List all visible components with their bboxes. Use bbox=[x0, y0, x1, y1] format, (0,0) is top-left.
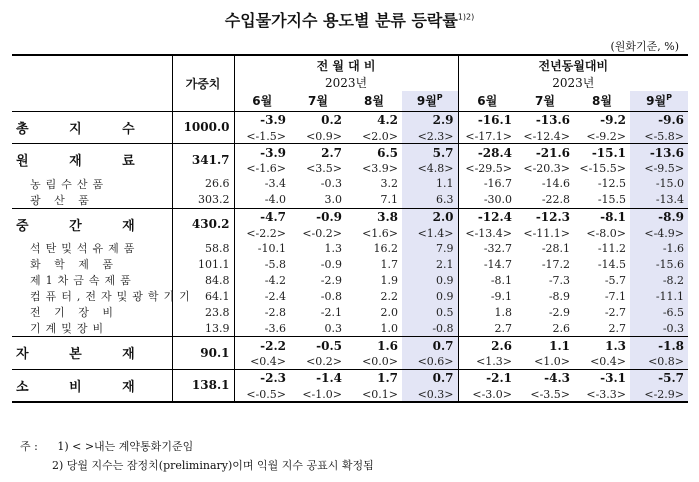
mom-contract-value: <0.2> bbox=[306, 355, 342, 368]
yoy-value: -15.5 bbox=[597, 193, 627, 206]
table-row bbox=[12, 208, 688, 226]
mom-value: 0.5 bbox=[402, 304, 458, 320]
table-row bbox=[12, 144, 688, 162]
yoy-value: -4.3 bbox=[544, 371, 571, 386]
month-label: 8월 bbox=[592, 94, 612, 109]
row-label: 농림수산품 bbox=[12, 176, 172, 192]
yoy-value: -13.6 bbox=[630, 144, 688, 162]
preliminary-mark: P bbox=[666, 93, 672, 103]
mom-value: 7.1 bbox=[380, 193, 398, 206]
month-label: 6월 bbox=[252, 94, 273, 109]
yoy-value: -12.3 bbox=[535, 210, 571, 225]
yoy-contract-value: <1.3> bbox=[476, 355, 513, 368]
mom-value: -1.4 bbox=[316, 371, 342, 386]
mom-value: -0.9 bbox=[320, 257, 342, 271]
footnote-2-text: 2) 당월 지수는 잠정치(preliminary)이며 익월 지수 공표시 확정됨 bbox=[52, 459, 374, 472]
yoy-value: -14.7 bbox=[483, 257, 513, 271]
yoy-value: 2.7 bbox=[608, 321, 627, 335]
mom-value: 2.0 bbox=[402, 208, 458, 226]
yoy-contract-value: <-3.0> bbox=[472, 387, 513, 401]
mom-contract-value: <1.4> bbox=[402, 226, 458, 240]
table-row bbox=[12, 111, 688, 129]
table-row bbox=[12, 288, 688, 304]
row-weight: 23.8 bbox=[172, 304, 234, 320]
yoy-contract-value: <1.0> bbox=[534, 355, 571, 368]
label-header-cell bbox=[12, 55, 172, 111]
month-label: 7월 bbox=[535, 94, 555, 109]
yoy-month-header bbox=[574, 91, 630, 111]
yoy-value: -11.1 bbox=[630, 288, 688, 304]
yoy-value: -2.1 bbox=[486, 371, 513, 386]
yoy-value: -15.0 bbox=[630, 176, 688, 192]
mom-month-header bbox=[402, 91, 458, 111]
yoy-contract-value: <-9.5> bbox=[630, 162, 688, 176]
row-weight: 303.2 bbox=[172, 192, 234, 209]
yoy-month-header bbox=[516, 91, 574, 111]
row-weight: 430.2 bbox=[172, 208, 234, 240]
mom-value: 7.9 bbox=[402, 240, 458, 256]
mom-value: 0.9 bbox=[402, 288, 458, 304]
row-weight: 90.1 bbox=[172, 337, 234, 370]
yoy-value: -30.0 bbox=[483, 193, 513, 206]
yoy-year: 2023년 bbox=[552, 76, 595, 90]
weight-header: 가중치 bbox=[172, 55, 234, 111]
table-row bbox=[12, 304, 688, 320]
row-label: 원 재 료 bbox=[12, 144, 172, 176]
row-label: 화 학 제 품 bbox=[12, 256, 172, 272]
mom-value: -3.4 bbox=[264, 177, 286, 190]
yoy-value: -17.2 bbox=[541, 257, 571, 271]
mom-month-header bbox=[346, 91, 402, 111]
yoy-header: 전년동월대비 bbox=[538, 58, 609, 73]
table-title bbox=[0, 8, 699, 31]
row-label: 제1차금속제품 bbox=[12, 272, 172, 288]
yoy-contract-value: <-12.4> bbox=[523, 129, 571, 143]
mom-value: 6.3 bbox=[402, 192, 458, 209]
mom-value: -2.2 bbox=[260, 338, 286, 353]
mom-value: 0.2 bbox=[321, 113, 342, 128]
yoy-value: -8.1 bbox=[600, 210, 627, 225]
row-weight: 84.8 bbox=[172, 272, 234, 288]
footnote-1-text: 1) < >내는 계약통화기준임 bbox=[57, 440, 194, 453]
mom-contract-value: <3.5> bbox=[306, 162, 342, 175]
row-weight: 64.1 bbox=[172, 288, 234, 304]
mom-contract-value: <2.0> bbox=[362, 129, 398, 143]
mom-contract-value: <0.9> bbox=[306, 129, 342, 143]
row-label: 컴퓨터,전자및광학기기 bbox=[12, 288, 172, 304]
yoy-value: -28.1 bbox=[541, 241, 571, 255]
row-weight: 1000.0 bbox=[172, 111, 234, 144]
mom-value: 16.2 bbox=[373, 241, 398, 255]
yoy-value: -16.7 bbox=[483, 177, 513, 190]
yoy-contract-value: <-20.3> bbox=[523, 162, 571, 175]
yoy-month-header bbox=[458, 91, 516, 111]
mom-value: -3.9 bbox=[260, 113, 286, 128]
row-label: 소 비 재 bbox=[12, 369, 172, 402]
yoy-value: -6.5 bbox=[630, 304, 688, 320]
mom-contract-value: <0.0> bbox=[362, 355, 398, 368]
footnote-2 bbox=[52, 457, 374, 473]
row-label: 광 산 품 bbox=[12, 192, 172, 209]
yoy-value: -16.1 bbox=[477, 113, 513, 128]
mom-contract-value: <-1.6> bbox=[246, 162, 286, 175]
mom-contract-value: <-0.5> bbox=[246, 387, 286, 401]
mom-value: -4.2 bbox=[264, 273, 286, 287]
yoy-value: -32.7 bbox=[483, 241, 513, 255]
row-label: 전 기 장 비 bbox=[12, 304, 172, 320]
mom-value: -3.9 bbox=[260, 145, 286, 160]
yoy-value: -5.7 bbox=[604, 273, 627, 287]
mom-year: 2023년 bbox=[234, 74, 458, 91]
yoy-month-header bbox=[630, 91, 688, 111]
mom-value: -2.3 bbox=[260, 371, 286, 386]
mom-value: 0.3 bbox=[324, 321, 342, 335]
yoy-value: -9.6 bbox=[630, 111, 688, 129]
mom-value: -0.3 bbox=[320, 177, 342, 190]
table-row bbox=[12, 176, 688, 192]
mom-value: -0.9 bbox=[316, 210, 342, 225]
yoy-value: -11.2 bbox=[597, 241, 627, 255]
yoy-value: -13.6 bbox=[535, 113, 571, 128]
yoy-contract-value: <-8.0> bbox=[586, 226, 627, 240]
mom-value: -2.4 bbox=[264, 289, 286, 303]
yoy-value: -1.8 bbox=[630, 337, 688, 355]
yoy-contract-value: <-5.8> bbox=[630, 129, 688, 144]
mom-contract-value: <1.6> bbox=[362, 226, 398, 240]
mom-value: 3.2 bbox=[380, 177, 398, 190]
yoy-value: -21.6 bbox=[535, 145, 571, 160]
mom-contract-value: <-1.0> bbox=[302, 387, 342, 401]
yoy-value: -13.4 bbox=[630, 192, 688, 209]
yoy-value: -14.6 bbox=[541, 177, 571, 190]
yoy-contract-value: <-15.5> bbox=[579, 162, 627, 175]
table-row bbox=[12, 369, 688, 387]
mom-value: -4.7 bbox=[260, 210, 286, 225]
row-weight: 101.1 bbox=[172, 256, 234, 272]
yoy-value: -28.4 bbox=[477, 145, 513, 160]
mom-value: 1.1 bbox=[402, 176, 458, 192]
yoy-contract-value: <0.4> bbox=[590, 355, 627, 368]
mom-value: 3.0 bbox=[324, 193, 342, 206]
yoy-contract-value: <-9.2> bbox=[586, 129, 627, 143]
yoy-contract-value: <-11.1> bbox=[523, 226, 571, 240]
mom-value: 3.8 bbox=[377, 210, 398, 225]
yoy-value: -14.5 bbox=[597, 257, 627, 271]
unit-label: (원화기준, %) bbox=[610, 40, 679, 53]
yoy-value: -15.1 bbox=[591, 145, 627, 160]
yoy-value: -7.1 bbox=[604, 289, 627, 303]
mom-contract-value: <0.3> bbox=[402, 387, 458, 402]
yoy-value: -9.2 bbox=[600, 113, 627, 128]
mom-value: -0.8 bbox=[320, 289, 342, 303]
yoy-value: -12.4 bbox=[477, 210, 513, 225]
mom-value: 1.7 bbox=[380, 257, 398, 271]
month-label: 8월 bbox=[364, 94, 384, 109]
mom-value: -0.5 bbox=[316, 338, 342, 353]
yoy-value: -9.1 bbox=[490, 289, 513, 303]
mom-contract-value: <4.8> bbox=[402, 162, 458, 176]
row-label: 자 본 재 bbox=[12, 337, 172, 370]
mom-value: 1.7 bbox=[377, 371, 398, 386]
mom-contract-value: <3.9> bbox=[362, 162, 398, 175]
mom-month-header bbox=[290, 91, 346, 111]
month-label: 9월 bbox=[416, 94, 437, 109]
mom-value: 4.2 bbox=[377, 113, 398, 128]
row-weight: 26.6 bbox=[172, 176, 234, 192]
yoy-value: 2.6 bbox=[552, 321, 571, 335]
yoy-value: 2.7 bbox=[494, 321, 513, 335]
row-label: 총 지 수 bbox=[12, 111, 172, 144]
table-row bbox=[12, 320, 688, 337]
yoy-contract-value: <-2.9> bbox=[630, 387, 688, 402]
yoy-value: -2.7 bbox=[604, 305, 627, 319]
yoy-value: -15.6 bbox=[630, 256, 688, 272]
mom-value: -4.0 bbox=[264, 193, 286, 206]
yoy-contract-value: <-3.5> bbox=[530, 387, 571, 401]
mom-value: -10.1 bbox=[257, 241, 286, 255]
mom-value: -5.8 bbox=[264, 257, 286, 271]
footnote-prefix: 주 : bbox=[20, 440, 38, 453]
yoy-value: -8.9 bbox=[630, 208, 688, 226]
yoy-value: -8.2 bbox=[630, 272, 688, 288]
yoy-contract-value: <-29.5> bbox=[465, 162, 513, 175]
footnote-1 bbox=[20, 438, 193, 454]
month-label: 7월 bbox=[308, 94, 328, 109]
mom-month-header bbox=[234, 91, 290, 111]
price-index-table bbox=[12, 54, 688, 403]
row-weight: 341.7 bbox=[172, 144, 234, 176]
yoy-contract-value: <-3.3> bbox=[586, 387, 627, 401]
yoy-contract-value: <-17.1> bbox=[465, 129, 513, 143]
mom-value: 2.7 bbox=[321, 145, 342, 160]
mom-contract-value: <0.6> bbox=[402, 355, 458, 370]
table-row bbox=[12, 256, 688, 272]
row-label: 석탄및석유제품 bbox=[12, 240, 172, 256]
yoy-value: -2.9 bbox=[548, 305, 571, 319]
mom-value: -3.6 bbox=[264, 321, 286, 335]
mom-value: 1.0 bbox=[380, 321, 398, 335]
mom-value: 2.1 bbox=[402, 256, 458, 272]
mom-value: 0.9 bbox=[402, 272, 458, 288]
row-weight: 13.9 bbox=[172, 320, 234, 337]
row-weight: 138.1 bbox=[172, 369, 234, 402]
yoy-value: -7.3 bbox=[548, 273, 571, 287]
preliminary-mark: P bbox=[436, 93, 443, 103]
mom-value: -2.1 bbox=[320, 305, 342, 319]
mom-contract-value: <2.3> bbox=[402, 129, 458, 144]
mom-contract-value: <-2.2> bbox=[246, 226, 286, 240]
mom-contract-value: <-1.5> bbox=[246, 129, 286, 143]
month-label: 9월 bbox=[646, 94, 667, 109]
yoy-value: 1.3 bbox=[605, 338, 627, 353]
yoy-value: -5.7 bbox=[630, 369, 688, 387]
month-label: 6월 bbox=[477, 94, 498, 109]
mom-value: 2.0 bbox=[380, 305, 398, 319]
yoy-value: -8.1 bbox=[490, 273, 513, 287]
yoy-value: -22.8 bbox=[541, 193, 571, 206]
yoy-value: -0.3 bbox=[630, 320, 688, 337]
yoy-value: -3.1 bbox=[600, 371, 627, 386]
mom-value: 2.9 bbox=[402, 111, 458, 129]
mom-value: -0.8 bbox=[402, 320, 458, 337]
mom-value: 0.7 bbox=[402, 369, 458, 387]
table-row bbox=[12, 337, 688, 355]
mom-header: 전 월 대 비 bbox=[234, 55, 458, 74]
yoy-value: 1.1 bbox=[549, 338, 571, 353]
mom-value: 5.7 bbox=[402, 144, 458, 162]
yoy-value: 2.6 bbox=[491, 338, 513, 353]
yoy-value: -12.5 bbox=[597, 177, 627, 190]
mom-value: -2.8 bbox=[264, 305, 286, 319]
row-label: 기계및장비 bbox=[12, 320, 172, 337]
yoy-value: -1.6 bbox=[630, 240, 688, 256]
mom-value: 0.7 bbox=[402, 337, 458, 355]
table-row bbox=[12, 272, 688, 288]
yoy-contract-value: <-4.9> bbox=[630, 226, 688, 240]
mom-value: 1.9 bbox=[380, 273, 398, 287]
mom-value: 1.6 bbox=[377, 338, 398, 353]
mom-contract-value: <0.1> bbox=[362, 387, 398, 401]
title-footnote-mark: 1)2) bbox=[457, 12, 475, 22]
yoy-value: -8.9 bbox=[548, 289, 571, 303]
mom-contract-value: <0.4> bbox=[250, 355, 286, 368]
mom-value: 2.2 bbox=[380, 289, 398, 303]
mom-contract-value: <-0.2> bbox=[302, 226, 342, 240]
mom-value: -2.9 bbox=[320, 273, 342, 287]
table-row bbox=[12, 192, 688, 209]
row-label: 중 간 재 bbox=[12, 208, 172, 240]
yoy-value: 1.8 bbox=[494, 305, 513, 319]
yoy-contract-value: <0.8> bbox=[630, 355, 688, 370]
table-row bbox=[12, 240, 688, 256]
table-title-text: 수입물가지수 용도별 분류 등락률 bbox=[224, 11, 458, 30]
mom-value: 6.5 bbox=[377, 145, 398, 160]
row-weight: 58.8 bbox=[172, 240, 234, 256]
yoy-contract-value: <-13.4> bbox=[465, 226, 513, 240]
mom-value: 1.3 bbox=[324, 241, 342, 255]
